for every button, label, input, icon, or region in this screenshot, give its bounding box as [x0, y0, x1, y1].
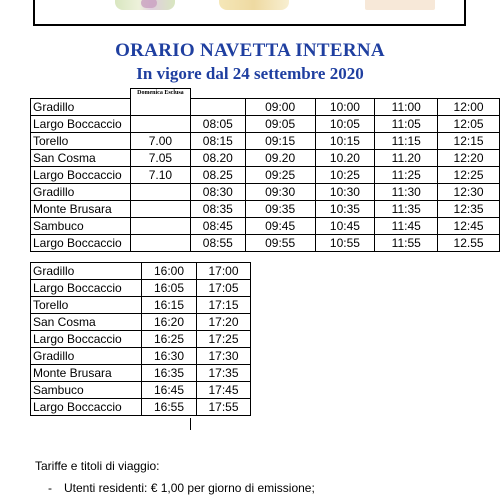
table-row: [31, 297, 251, 314]
departure-time: 7.00: [130, 133, 190, 150]
departure-time: [130, 99, 190, 116]
fares-item: - Utenti residenti: € 1,00 per giorno di emissione;: [48, 481, 315, 495]
table-row: [31, 150, 500, 167]
stop-name: Gradillo: [31, 348, 142, 365]
header-empty-cell: [375, 89, 438, 99]
departure-time: 11:25: [375, 167, 438, 184]
departure-time: 17:35: [197, 365, 251, 382]
departure-time: 10.20: [315, 150, 375, 167]
departure-time: 09.20: [245, 150, 315, 167]
departure-time: 09:30: [245, 184, 315, 201]
stop-name: Monte Brusara: [31, 365, 142, 382]
departure-time: 08.25: [190, 167, 245, 184]
departure-time: 12:45: [438, 218, 500, 235]
departure-time: 11:35: [375, 201, 438, 218]
table-row: [31, 280, 251, 297]
stop-name: San Cosma: [31, 150, 131, 167]
departure-time: 7.10: [130, 167, 190, 184]
departure-time: [130, 235, 190, 252]
stop-name: Gradillo: [31, 99, 131, 116]
header-empty-cell: [31, 89, 131, 99]
page-subtitle: In vigore dal 24 settembre 2020: [136, 64, 364, 83]
stop-name: Sambuco: [31, 382, 142, 399]
table-row: [31, 399, 251, 416]
departure-time: 10:00: [315, 99, 375, 116]
departure-time: 09:45: [245, 218, 315, 235]
departure-time: 12:15: [438, 133, 500, 150]
departure-time: 11:55: [375, 235, 438, 252]
gold-decoration: [219, 0, 289, 10]
table-tail-line: [190, 418, 191, 430]
departure-time: 12:05: [438, 116, 500, 133]
sunday-excluded-note: Domenica Esclusa: [130, 89, 190, 99]
departure-time: 10:30: [315, 184, 375, 201]
table-row: [31, 235, 500, 252]
stop-name: Torello: [31, 133, 131, 150]
table-row: [31, 218, 500, 235]
departure-time: 12.55: [438, 235, 500, 252]
departure-time: 16:30: [142, 348, 197, 365]
departure-time: 12:20: [438, 150, 500, 167]
stop-name: Largo Boccaccio: [31, 280, 142, 297]
departure-time: 11:30: [375, 184, 438, 201]
header-empty-cell: [438, 89, 500, 99]
departure-time: 16:20: [142, 314, 197, 331]
stop-name: San Cosma: [31, 314, 142, 331]
departure-time: 08:05: [190, 116, 245, 133]
departure-time: 09:35: [245, 201, 315, 218]
table-row: [31, 99, 500, 116]
departure-time: 16:00: [142, 263, 197, 280]
departure-time: 09:00: [245, 99, 315, 116]
departure-time: 11:00: [375, 99, 438, 116]
stop-name: Largo Boccaccio: [31, 235, 131, 252]
ribbon-decoration: [141, 0, 157, 8]
table-row: [31, 348, 251, 365]
departure-time: 7.05: [130, 150, 190, 167]
departure-time: 11:05: [375, 116, 438, 133]
departure-time: 10:45: [315, 218, 375, 235]
departure-time: [130, 184, 190, 201]
departure-time: 09:05: [245, 116, 315, 133]
departure-time: 12:35: [438, 201, 500, 218]
table-row: [31, 184, 500, 201]
departure-time: 10:55: [315, 235, 375, 252]
departure-time: [130, 218, 190, 235]
departure-time: 17:55: [197, 399, 251, 416]
header-empty-cell: [190, 89, 245, 99]
stop-name: Gradillo: [31, 263, 142, 280]
header-empty-cell: [315, 89, 375, 99]
departure-time: 17:20: [197, 314, 251, 331]
departure-time: [190, 99, 245, 116]
peach-decoration: [365, 0, 435, 10]
departure-time: 17:15: [197, 297, 251, 314]
afternoon-timetable: [30, 262, 251, 416]
departure-time: 08.20: [190, 150, 245, 167]
departure-time: 10:35: [315, 201, 375, 218]
departure-time: 12:00: [438, 99, 500, 116]
departure-time: 16:05: [142, 280, 197, 297]
stop-name: Sambuco: [31, 218, 131, 235]
table-row: [31, 201, 500, 218]
departure-time: 08:15: [190, 133, 245, 150]
departure-time: [130, 116, 190, 133]
departure-time: 08:55: [190, 235, 245, 252]
table-row: [31, 116, 500, 133]
table-row: [31, 365, 251, 382]
departure-time: 08:35: [190, 201, 245, 218]
departure-time: 17:45: [197, 382, 251, 399]
table-row: [31, 167, 500, 184]
stop-name: Largo Boccaccio: [31, 116, 131, 133]
stop-name: Monte Brusara: [31, 201, 131, 218]
fares-heading: Tariffe e titoli di viaggio:: [35, 459, 160, 473]
stop-name: Largo Boccaccio: [31, 399, 142, 416]
header-empty-cell: [245, 89, 315, 99]
departure-time: 09:25: [245, 167, 315, 184]
stop-name: Largo Boccaccio: [31, 331, 142, 348]
departure-time: 09:55: [245, 235, 315, 252]
departure-time: 08:45: [190, 218, 245, 235]
fares-item-text: Utenti residenti: € 1,00 per giorno di emissione;: [64, 481, 315, 495]
departure-time: 12:30: [438, 184, 500, 201]
departure-time: 10:05: [315, 116, 375, 133]
departure-time: 16:15: [142, 297, 197, 314]
departure-time: 08:30: [190, 184, 245, 201]
departure-time: 17:00: [197, 263, 251, 280]
table-row: [31, 331, 251, 348]
stop-name: Largo Boccaccio: [31, 167, 131, 184]
departure-time: 17:05: [197, 280, 251, 297]
departure-time: 11:45: [375, 218, 438, 235]
departure-time: 11:15: [375, 133, 438, 150]
table-row: [31, 263, 251, 280]
departure-time: 16:45: [142, 382, 197, 399]
departure-time: 11.20: [375, 150, 438, 167]
departure-time: 16:35: [142, 365, 197, 382]
table-row: [31, 133, 500, 150]
morning-timetable: [30, 88, 500, 252]
departure-time: 09:15: [245, 133, 315, 150]
departure-time: 17:25: [197, 331, 251, 348]
table-row: [31, 382, 251, 399]
departure-time: [130, 201, 190, 218]
departure-time: 10:15: [315, 133, 375, 150]
table-row: [31, 314, 251, 331]
stop-name: Torello: [31, 297, 142, 314]
page-title: ORARIO NAVETTA INTERNA: [115, 40, 385, 61]
departure-time: 16:25: [142, 331, 197, 348]
stop-name: Gradillo: [31, 184, 131, 201]
departure-time: 12:25: [438, 167, 500, 184]
departure-time: 10:25: [315, 167, 375, 184]
departure-time: 17:30: [197, 348, 251, 365]
header-frame: [33, 0, 466, 26]
departure-time: 16:55: [142, 399, 197, 416]
table-header-row: [31, 89, 500, 99]
